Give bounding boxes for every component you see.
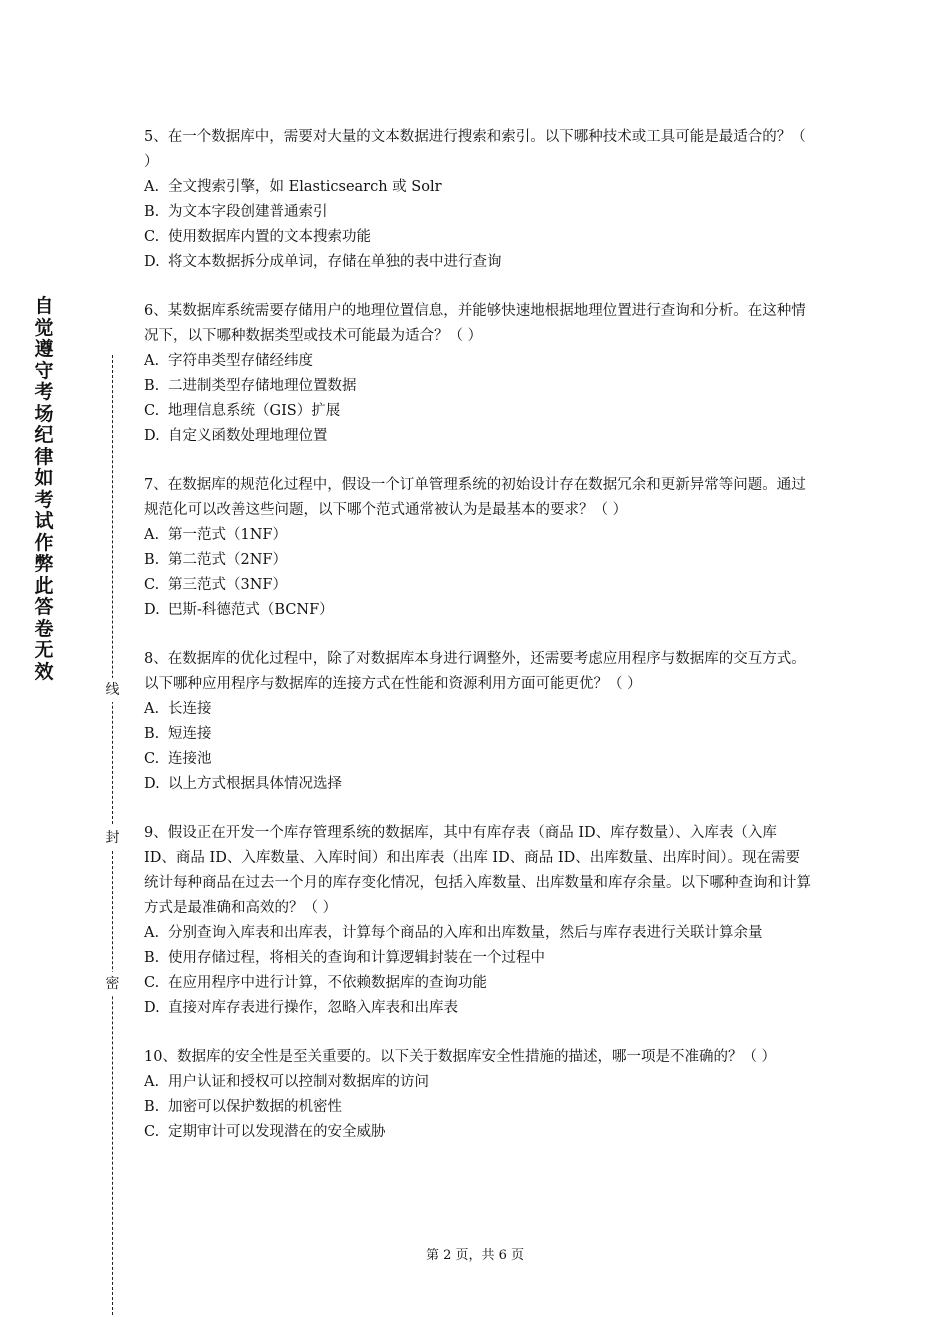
option-text: 全文搜索引擎，如 Elasticsearch 或 Solr bbox=[168, 179, 442, 195]
option-b bbox=[144, 374, 812, 399]
question-text: 7、在数据库的规范化过程中，假设一个订单管理系统的初始设计存在数据冗余和更新异常等问题。通过规范化可以改善这些问题，以下哪个范式通常被认为是最基本的要求？（ ） bbox=[144, 477, 806, 518]
question-6 bbox=[144, 299, 812, 449]
option-letter: C. bbox=[144, 229, 160, 245]
option-letter: C. bbox=[144, 751, 160, 767]
option-b bbox=[144, 200, 812, 225]
option-text: 使用数据库内置的文本搜索功能 bbox=[168, 229, 371, 245]
option-a bbox=[144, 697, 812, 722]
question-text: 5、在一个数据库中，需要对大量的文本数据进行搜索和索引。以下哪种技术或工具可能是最适合的？（ ） bbox=[144, 129, 806, 170]
option-letter: A. bbox=[144, 179, 160, 195]
option-letter: D. bbox=[144, 254, 160, 270]
option-letter: D. bbox=[144, 1000, 160, 1016]
option-text: 使用存储过程，将相关的查询和计算逻辑封装在一个过程中 bbox=[168, 950, 545, 966]
option-text: 第二范式（2NF） bbox=[168, 552, 287, 568]
option-text: 自定义函数处理地理位置 bbox=[168, 428, 328, 444]
option-text: 地理信息系统（GIS）扩展 bbox=[168, 403, 341, 419]
option-text: 加密可以保护数据的机密性 bbox=[168, 1099, 342, 1115]
question-text: 9、假设正在开发一个库存管理系统的数据库，其中有库存表（商品 ID、库存数量）、入库表（入库 ID、商品 ID、入库数量、入库时间）和出库表（出库 ID、商品 ID、出库数量、出库时间）。现在需要统计每种商品在过去一个月的库存变化情况，包括入库数量、出库数量和库存余量。以下哪种查询和计算方式是最准确和高效的？（ ） bbox=[144, 825, 811, 916]
option-text: 字符串类型存储经纬度 bbox=[168, 353, 313, 369]
option-b bbox=[144, 722, 812, 747]
option-text: 第三范式（3NF） bbox=[168, 577, 287, 593]
option-a bbox=[144, 523, 812, 548]
question-text: 6、某数据库系统需要存储用户的地理位置信息，并能够快速地根据地理位置进行查询和分析。在这种情况下，以下哪种数据类型或技术可能最为适合？（ ） bbox=[144, 303, 806, 344]
option-letter: A. bbox=[144, 527, 160, 543]
question-8 bbox=[144, 647, 812, 797]
question-10 bbox=[144, 1045, 812, 1145]
option-text: 定期审计可以发现潜在的安全威胁 bbox=[168, 1124, 386, 1140]
option-letter: B. bbox=[144, 726, 160, 742]
option-letter: C. bbox=[144, 577, 160, 593]
option-b bbox=[144, 946, 812, 971]
option-letter: C. bbox=[144, 1124, 160, 1140]
option-text: 二进制类型存储地理位置数据 bbox=[168, 378, 357, 394]
option-c bbox=[144, 1120, 812, 1145]
binding-label-xian: 线 bbox=[104, 678, 121, 702]
option-text: 分别查询入库表和出库表，计算每个商品的入库和出库数量，然后与库存表进行关联计算余量 bbox=[168, 925, 763, 941]
option-text: 连接池 bbox=[168, 751, 212, 767]
option-d bbox=[144, 424, 812, 449]
option-letter: B. bbox=[144, 204, 160, 220]
option-b bbox=[144, 548, 812, 573]
option-text: 巴斯-科德范式（BCNF） bbox=[168, 602, 334, 618]
option-letter: A. bbox=[144, 701, 160, 717]
option-letter: B. bbox=[144, 552, 160, 568]
page-number: 第 2 页，共 6 页 bbox=[425, 1248, 525, 1263]
option-text: 用户认证和授权可以控制对数据库的访问 bbox=[168, 1074, 429, 1090]
option-text: 短连接 bbox=[168, 726, 212, 742]
option-c bbox=[144, 747, 812, 772]
binding-label-mi: 密 bbox=[104, 972, 121, 996]
option-c bbox=[144, 971, 812, 996]
question-text: 10、数据库的安全性是至关重要的。以下关于数据库安全性措施的描述，哪一项是不准确的？（ ） bbox=[144, 1049, 777, 1065]
option-text: 为文本字段创建普通索引 bbox=[168, 204, 328, 220]
option-letter: D. bbox=[144, 776, 160, 792]
option-text: 第一范式（1NF） bbox=[168, 527, 287, 543]
option-letter: D. bbox=[144, 428, 160, 444]
option-letter: B. bbox=[144, 378, 160, 394]
exam-discipline-note: 自觉遵守考场纪律如考试作弊此答卷无效 bbox=[34, 295, 54, 683]
option-letter: A. bbox=[144, 353, 160, 369]
option-d bbox=[144, 250, 812, 275]
option-c bbox=[144, 225, 812, 250]
option-d bbox=[144, 598, 812, 623]
option-c bbox=[144, 573, 812, 598]
question-list bbox=[144, 125, 812, 1169]
option-c bbox=[144, 399, 812, 424]
option-b bbox=[144, 1095, 812, 1120]
option-text: 在应用程序中进行计算，不依赖数据库的查询功能 bbox=[168, 975, 487, 991]
option-letter: D. bbox=[144, 602, 160, 618]
option-a bbox=[144, 175, 812, 200]
option-a bbox=[144, 921, 812, 946]
option-a bbox=[144, 349, 812, 374]
binding-label-feng: 封 bbox=[104, 826, 121, 850]
question-7 bbox=[144, 473, 812, 623]
option-letter: A. bbox=[144, 925, 160, 941]
option-a bbox=[144, 1070, 812, 1095]
option-letter: B. bbox=[144, 950, 160, 966]
question-5 bbox=[144, 125, 812, 275]
option-text: 以上方式根据具体情况选择 bbox=[168, 776, 342, 792]
option-letter: A. bbox=[144, 1074, 160, 1090]
question-9 bbox=[144, 821, 812, 1021]
option-letter: C. bbox=[144, 975, 160, 991]
option-text: 将文本数据拆分成单词，存储在单独的表中进行查询 bbox=[168, 254, 502, 270]
option-letter: C. bbox=[144, 403, 160, 419]
option-text: 直接对库存表进行操作，忽略入库表和出库表 bbox=[168, 1000, 458, 1016]
option-d bbox=[144, 772, 812, 797]
option-d bbox=[144, 996, 812, 1021]
option-text: 长连接 bbox=[168, 701, 212, 717]
question-text: 8、在数据库的优化过程中，除了对数据库本身进行调整外，还需要考虑应用程序与数据库的交互方式。以下哪种应用程序与数据库的连接方式在性能和资源利用方面可能更优？（ ） bbox=[144, 651, 806, 692]
option-letter: B. bbox=[144, 1099, 160, 1115]
